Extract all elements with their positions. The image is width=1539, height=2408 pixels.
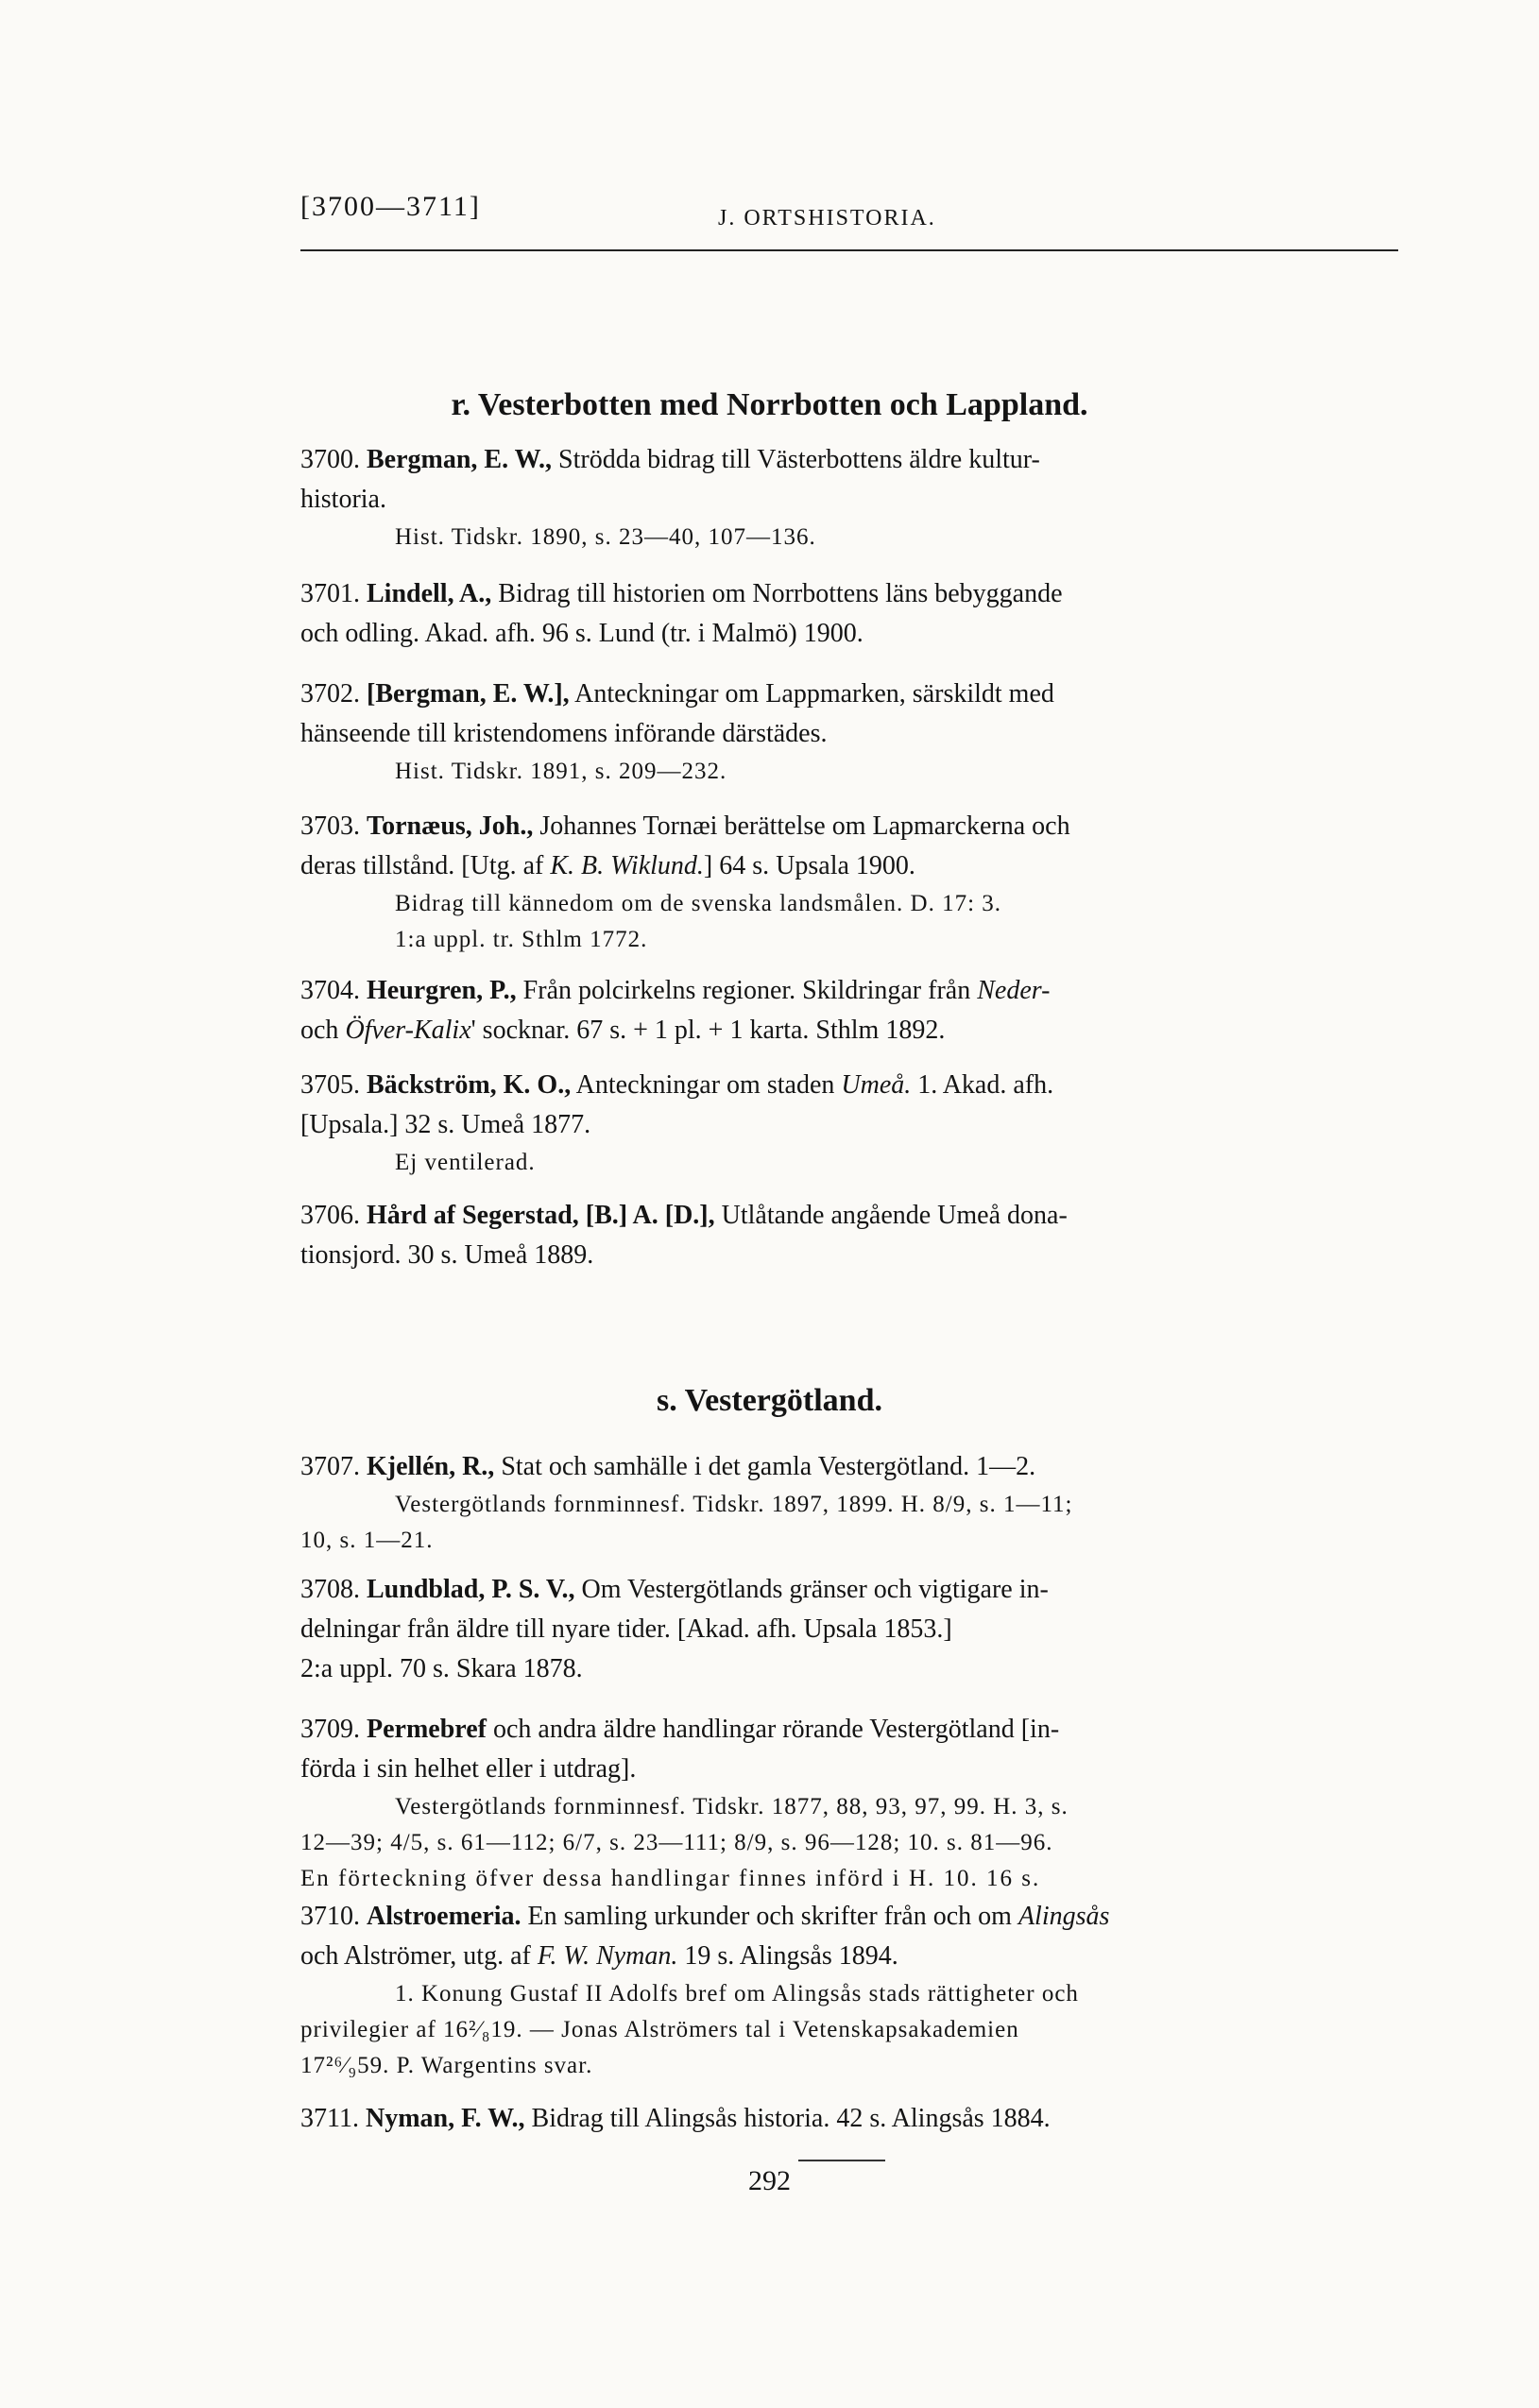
entry-title-text: och [300,1016,346,1045]
entry-number: 3707. [300,1452,360,1481]
entry-3705 [300,1066,1398,1181]
entry-3702 [300,675,1398,790]
entry-title-line: Om Vestergötlands gränser och vigtigare in- [574,1575,1049,1604]
entry-number: 3709. [300,1715,360,1744]
entry-place-italic: Umeå. [841,1070,912,1100]
entry-3711 [300,2099,1398,2139]
entry-title-line: och odling. Akad. afh. 96 s. Lund (tr. i Malmö) 1900. [300,619,864,648]
entry-title-line: Strödda bidrag till Västerbottens äldre kultur- [552,445,1040,474]
entry-author: Bergman, E. W., [367,445,553,474]
entry-title-line: [Upsala.] 32 s. Umeå 1877. [300,1110,591,1139]
entry-note: 17²⁶⁄₉59. P. Wargentins svar. [300,2053,593,2078]
entry-place-italic: Alingsås [1017,1902,1110,1931]
entry-note: 10, s. 1—21. [300,1528,434,1553]
entry-author: Hård af Segerstad, [B.] A. [D.], [367,1201,715,1230]
entry-number: 3708. [300,1575,360,1604]
entry-author: Lundblad, P. S. V., [367,1575,575,1604]
entry-title-line: Anteckningar om Lappmarken, särskildt med [569,679,1054,709]
entry-3704 [300,971,1398,1050]
entry-note: Hist. Tidskr. 1891, s. 209—232. [395,759,727,784]
header-rule [300,249,1398,251]
entry-number: 3700. [300,445,360,474]
entry-number: 3701. [300,579,360,608]
entry-number: 3711. [300,2104,359,2133]
entry-number: 3702. [300,679,360,709]
entry-title-line: delningar från äldre till nyare tider. [Akad. afh. Upsala 1853.] [300,1614,952,1644]
entry-3709 [300,1710,1398,1897]
entry-title-line: förda i sin helhet eller i utdrag]. [300,1754,637,1784]
entry-title-text: och Alströmer, utg. af [300,1941,538,1971]
entry-3703 [300,807,1398,958]
entry-imprint: ' socknar. 67 s. + 1 pl. + 1 karta. Sthlm 1892. [470,1016,946,1045]
entry-title-line: 2:a uppl. 70 s. Skara 1878. [300,1654,583,1683]
entry-3701 [300,574,1398,654]
entry-title-line: Utlåtande angående Umeå dona- [714,1201,1068,1230]
entry-number: 3705. [300,1070,360,1100]
entry-note: Ej ventilerad. [395,1150,536,1175]
running-head-range: [3700—3711] [300,191,481,222]
entry-editor: K. B. Wiklund. [550,851,704,880]
entry-imprint: 19 s. Alingsås 1894. [677,1941,898,1971]
entry-title-line: En samling urkunder och skrifter från och om [521,1902,1018,1931]
entry-editor: F. W. Nyman. [537,1941,678,1971]
folio-rule [798,2160,885,2161]
entry-author: Permebref [367,1715,487,1744]
section-heading-vesterbotten: r. Vesterbotten med Norrbotten och Lappland. [451,387,1088,422]
entry-title-line: Från polcirkelns regioner. Skildringar från [516,976,978,1005]
entry-3706 [300,1196,1398,1275]
entry-note: privilegier af 16²⁄₈19. — Jonas Alströmers tal i Vetenskapsakademien [300,2017,1019,2042]
entry-note: En förteckning öfver dessa handlingar finnes införd i H. 10. 16 s. [300,1866,1041,1891]
entry-imprint: 1. Akad. afh. [911,1070,1054,1100]
entry-note: Hist. Tidskr. 1890, s. 23—40, 107—136. [395,524,816,550]
entry-title-line: tionsjord. 30 s. Umeå 1889. [300,1240,594,1270]
running-head-title: J. ORTSHISTORIA. [718,206,936,231]
entry-author: Heurgren, P., [367,976,517,1005]
entry-note: Vestergötlands fornminnesf. Tidskr. 1877, 88, 93, 97, 99. H. 3, s. [395,1794,1069,1819]
entry-title-line: Johannes Tornæi berättelse om Lapmarckerna och [533,811,1070,841]
entry-author: Alstroemeria. [367,1902,522,1931]
entry-3708 [300,1570,1398,1689]
entry-number: 3710. [300,1902,360,1931]
entry-note: Bidrag till kännedom om de svenska landsmålen. D. 17: 3. [395,891,1002,916]
entry-imprint: ] 64 s. Upsala 1900. [703,851,915,880]
entry-title-line: historia. [300,485,386,514]
entry-note: Vestergötlands fornminnesf. Tidskr. 1897, 1899. H. 8/9, s. 1—11; [395,1492,1073,1517]
entry-place-italic: Neder- [977,976,1051,1005]
entry-title-line: Bidrag till historien om Norrbottens läns bebyggande [491,579,1063,608]
entry-author: [Bergman, E. W.], [367,679,570,709]
entry-title-text: deras tillstånd. [Utg. af [300,851,551,880]
page-number: 292 [748,2165,791,2196]
entry-note: 1. Konung Gustaf II Adolfs bref om Alingsås stads rättigheter och [395,1981,1079,2007]
entry-title-line: Bidrag till Alingsås historia. 42 s. Alingsås 1884. [524,2104,1051,2133]
entry-3707 [300,1447,1398,1559]
entry-number: 3703. [300,811,360,841]
entry-note: 12—39; 4/5, s. 61—112; 6/7, s. 23—111; 8/9, s. 96—128; 10. s. 81—96. [300,1830,1053,1855]
entry-author: Tornæus, Joh., [367,811,534,841]
entry-title-line: Stat och samhälle i det gamla Vestergötland. 1—2. [494,1452,1036,1481]
entry-author: Nyman, F. W., [365,2104,525,2133]
entry-author: Lindell, A., [367,579,492,608]
entry-number: 3706. [300,1201,360,1230]
entry-3710 [300,1897,1398,2084]
entry-place-italic: Öfver-Kalix [345,1016,471,1045]
entry-author: Kjellén, R., [367,1452,495,1481]
section-heading-vestergotland: s. Vestergötland. [657,1383,882,1418]
entry-author: Bäckström, K. O., [367,1070,572,1100]
entry-3700 [300,440,1398,555]
entry-title-line: och andra äldre handlingar rörande Vestergötland [in- [486,1715,1060,1744]
entry-note: 1:a uppl. tr. Sthlm 1772. [395,927,648,952]
entry-title-line: Anteckningar om staden [571,1070,842,1100]
entry-title-line: hänseende till kristendomens införande därstädes. [300,719,828,748]
entry-number: 3704. [300,976,360,1005]
